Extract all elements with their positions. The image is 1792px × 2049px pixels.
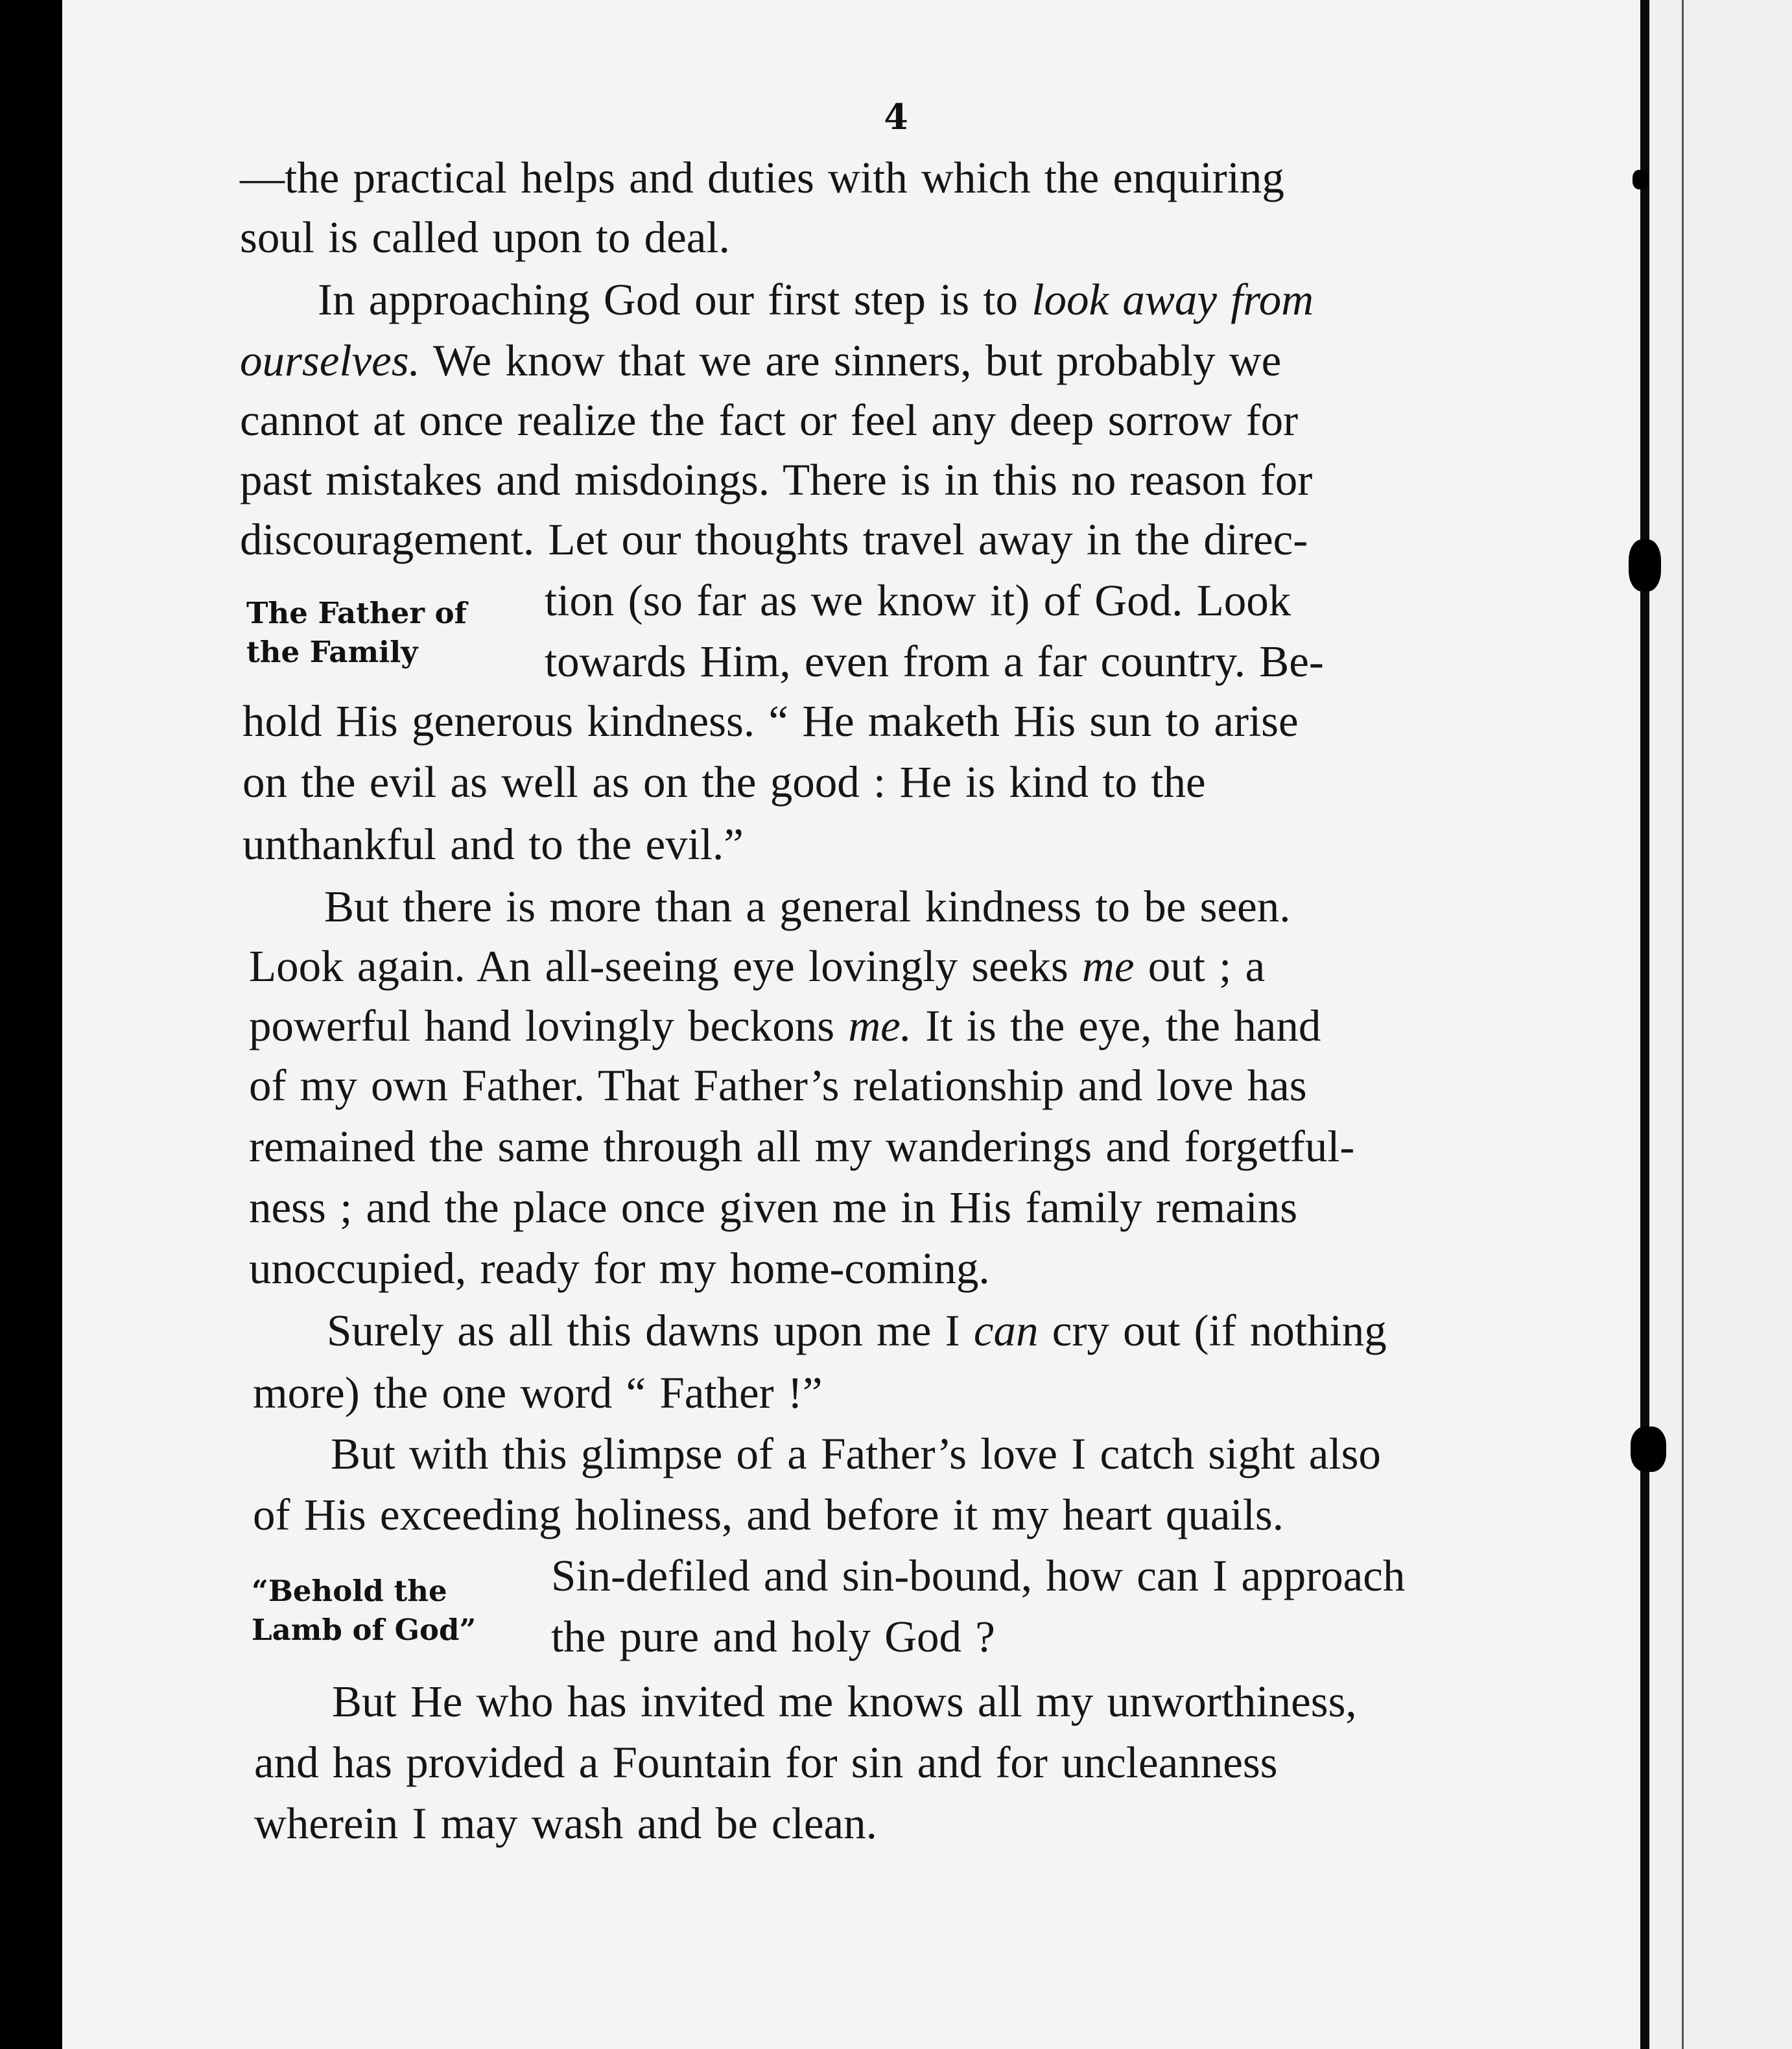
margin-note-lamb [252,1572,476,1650]
text-line: hold His generous kindness. “ He maketh His sun to arise [242,696,1299,746]
text-line: and has provided a Fountain for sin and for uncleanness [254,1738,1278,1787]
italic-emphasis: ourselves. [240,336,420,385]
text-line: tion (so far as we know it) of God. Look [545,576,1291,625]
text-line: of my own Father. That Father’s relationship and love has [249,1061,1307,1110]
text-line: cannot at once realize the fact or feel any deep sorrow for [240,396,1299,445]
text-line: on the evil as well as on the good : He is kind to the [242,757,1206,807]
text-line: towards Him, even from a far country. Be- [545,637,1324,686]
text-line: But He who has invited me knows all my unworthiness, [332,1677,1357,1726]
text-line: remained the same through all my wanderings and forgetful- [249,1122,1355,1171]
facing-page-edge [1649,0,1792,2049]
text-line: more) the one word “ Father !” [253,1368,823,1417]
italic-emphasis: look away from [1032,275,1314,324]
text-line: ness ; and the place once given me in His family remains [249,1183,1298,1232]
text-line: unthankful and to the evil.” [242,820,744,869]
text-line: wherein I may wash and be clean. [254,1799,877,1848]
margin-note-line: the Family [246,635,418,669]
text-line: discouragement. Let our thoughts travel away in the direc- [240,515,1308,564]
text-line: ourselves. We know that we are sinners, but probably we [240,336,1282,385]
text-line: soul is called upon to deal. [240,213,730,262]
text-line: Look again. An all-seeing eye lovingly seeks me out ; a [249,942,1266,991]
margin-note-line: The Father of [246,596,467,630]
gutter-line [1682,0,1684,2049]
ink-blot [1633,170,1648,189]
italic-emphasis: me. [848,1001,912,1050]
text-line: In approaching God our first step is to look away from [318,275,1314,324]
text-line: —the practical helps and duties with which the enquiring [240,153,1284,202]
italic-emphasis: me [1082,942,1135,991]
margin-note-father [246,594,467,672]
ink-blot [1631,1427,1666,1472]
italic-emphasis: can [973,1306,1039,1355]
page-number: 4 [884,96,908,137]
ink-blot [1629,539,1661,591]
text-line: the pure and holy God ? [551,1612,995,1661]
text-line: powerful hand lovingly beckons me. It is the eye, the hand [249,1001,1321,1050]
text-line: unoccupied, ready for my home-coming. [249,1244,990,1293]
margin-note-line: Lamb of God” [252,1613,477,1647]
text-line: But with this glimpse of a Father’s love I catch sight also [331,1429,1381,1478]
text-line: But there is more than a general kindness to be seen. [324,882,1291,931]
book-spine [1640,0,1649,2049]
margin-note-line: “Behold the [252,1574,447,1608]
text-line: past mistakes and misdoings. There is in this no reason for [240,455,1313,504]
text-line: Sin-defiled and sin-bound, how can I approach [551,1551,1406,1600]
text-line: Surely as all this dawns upon me I can cry out (if nothing [327,1306,1387,1355]
text-line: of His exceeding holiness, and before it my heart quails. [253,1490,1284,1539]
